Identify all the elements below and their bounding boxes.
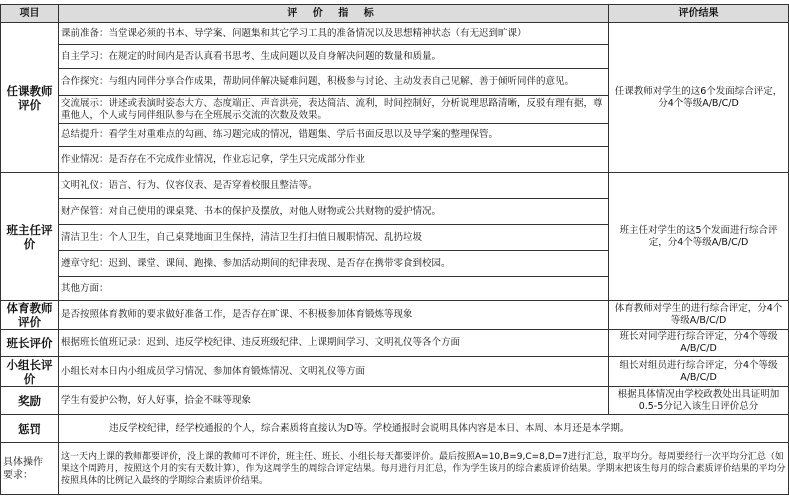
group-leader-criterion: 小组长对本日内小组成员学习情况、参加体育锻炼情况、文明礼仪等方面 [59, 357, 609, 387]
teacher-criterion: 课前准备：当堂课必须的书本、导学案、问题集和其它学习工具的准备情况以及思想精神状态（有无迟到旷课） [59, 23, 609, 45]
class-teacher-criterion: 财产保管：对自己使用的课桌凳、书本的保护及摆放，对他人财物或公共财物的爱护情况。 [59, 199, 609, 225]
penalty-section-title: 惩罚 [1, 415, 59, 443]
teacher-criterion: 交流展示：讲述或表演时姿态大方、态度端正、声音洪亮，表达简洁、流利，时间控制好，分析说理思路清晰，反驳有理有据，尊重他人，个人或与同伴组队参与在全班展示交流的次数及效果。 [59, 96, 609, 124]
monitor-result: 班长对同学进行综合评定，分4个等级A/B/C/D [609, 330, 789, 357]
reward-criterion: 学生有爱护公物，好人好事，拾金不昧等现象 [59, 387, 609, 415]
reward-section-title: 奖励 [1, 387, 59, 415]
teacher-result: 任课教师对学生的这6个发面综合评定，分4个等级A/B/C/D [609, 23, 789, 173]
group-leader-result: 组长对组员进行综合评定，分4个等级A/B/C/D [609, 357, 789, 387]
operation-title: 具体操作 要求： [1, 443, 59, 495]
monitor-criterion: 根据班长值班记录：迟到、违反学校纪律、违反班级纪律、上课期间学习、文明礼仪等各个方面 [59, 330, 609, 357]
teacher-section-title: 任课教师 评价 [1, 23, 59, 173]
operation-text: 这一天内上课的教师都要评价，没上课的教师可不评价，班主任、班长、小组长每天都要评价。最后按照A=10,B=9,C=8,D=7进行汇总，取平均分。每周要经行一次平均分汇总（如果这个周跨月，按照这个月的实有天数计算），作为这周学生的周综合评定结果。每月进行月汇总，作为学生该月的综合素质评价结果。学期末把该生每月的综合素质评价结果的平均分按照具体的比例记入最终的学期综合素质评价结果。 [59, 443, 789, 495]
class-teacher-criterion: 清洁卫生：个人卫生，自己桌凳地面卫生保持，清洁卫生打扫值日履职情况、乱扔垃圾 [59, 225, 609, 251]
evaluation-table [0, 4, 789, 495]
group-leader-row [1, 357, 789, 387]
pe-result: 体育教师对学生的进行综合评定，分4个等级A/B/C/D [609, 301, 789, 330]
teacher-criterion: 合作探究：与组内同伴分享合作成果，帮助同伴解决疑难问题，积极参与讨论、主动发表自己见解、善于倾听同伴的意见。 [59, 69, 609, 96]
header-item: 项目 [1, 5, 59, 23]
header-criteria: 评 价 指 标 [59, 5, 609, 23]
reward-result: 根据具体情况由学校政教处出具证明加0.5-5分记入该生日评价总分 [609, 387, 789, 415]
header-row [1, 5, 789, 23]
pe-criterion: 是否按照体育教师的要求做好准备工作，是否存在旷课、不积极参加体育锻炼等现象 [59, 301, 609, 330]
class-teacher-result: 班主任对学生的这5个发面进行综合评定，分4个等级A/B/C/D [609, 173, 789, 301]
operation-row [1, 443, 789, 495]
teacher-criterion: 总结提升：看学生对重难点的勾画、练习题完成的情况，错题集、学后书面反思以及导学案的整理保管。 [59, 124, 609, 147]
monitor-section-title: 班长评价 [1, 330, 59, 357]
group-leader-section-title: 小组长评 价 [1, 357, 59, 387]
reward-row [1, 387, 789, 415]
class-teacher-section-title: 班主任评 价 [1, 173, 59, 301]
class-teacher-criterion: 遵章守纪：迟到、课堂、课间、跑操、参加活动期间的纪律表现、是否存在携带零食到校园。 [59, 251, 609, 277]
pe-section-title: 体育教师 评价 [1, 301, 59, 330]
class-teacher-criterion: 其他方面： [59, 277, 609, 301]
teacher-criterion: 作业情况：是否存在不完成作业情况，作业忘记拿，学生只完成部分作业 [59, 147, 609, 173]
class-teacher-criterion: 文明礼仪：语言、行为、仪容仪表、是否穿着校服且整洁等。 [59, 173, 609, 199]
penalty-criterion: 违反学校纪律，经学校通报的个人，综合素质将直接认为D等。学校通报时会说明具体内容是本日、本周、本月还是本学期。 [59, 415, 789, 443]
pe-row [1, 301, 789, 330]
teacher-criterion: 自主学习：在规定的时间内是否认真看书思考、生成问题以及自身解决问题的数量和质量。 [59, 45, 609, 69]
monitor-row [1, 330, 789, 357]
teacher-row-1 [1, 23, 789, 45]
header-result: 评价结果 [609, 5, 789, 23]
class-teacher-row-1 [1, 173, 789, 199]
penalty-row [1, 415, 789, 443]
